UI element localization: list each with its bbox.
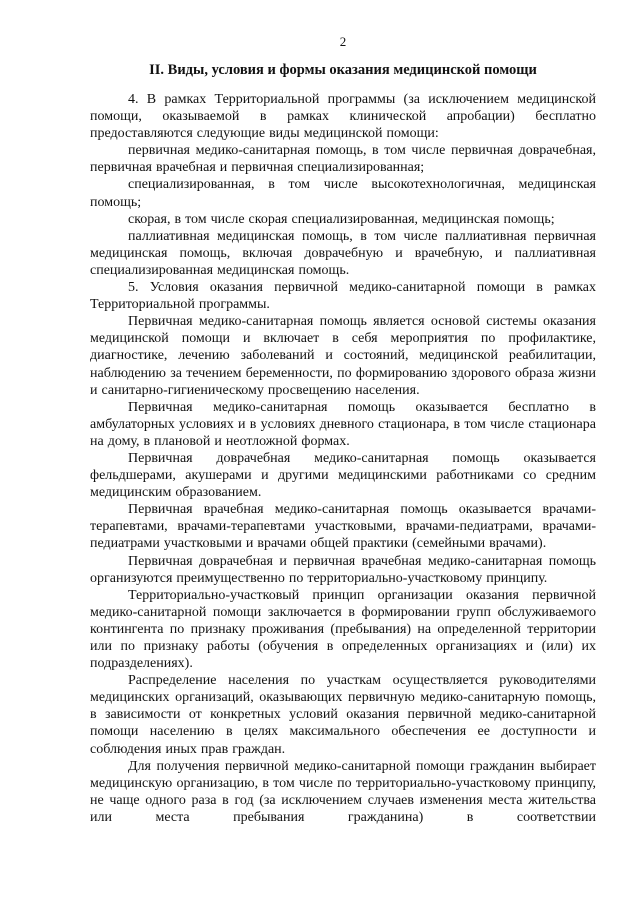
page-number: 2 bbox=[339, 34, 347, 49]
paragraph-primary-care-basis: Первичная медико-санитарная помощь является основой системы оказания медицинской помощи и включает в себя мероприятия по профилактике, диагностике, лечению заболеваний и состояний, медицинской реабилитации, наблюдению за течением беременности, по формированию здорового образа жизни и санитарно-гигиеническому просвещению населения. bbox=[90, 314, 596, 398]
list-item-emergency-care: скорая, в том числе скорая специализированная, медицинская помощь; bbox=[128, 211, 555, 227]
list-item-primary-care: первичная медико-санитарная помощь, в том числе первичная доврачебная, первичная врачебная и первичная специализированная; bbox=[90, 143, 596, 176]
paragraph-4-intro: 4. В рамках Территориальной программы (за исключением медицинской помощи, оказываемой в рамках клинической апробации) бесплатно предоставляются следующие виды медицинской помощи: bbox=[90, 92, 596, 142]
section-title: II. Виды, условия и формы оказания медицинской помощи bbox=[149, 62, 537, 78]
paragraph-population-distribution: Распределение населения по участкам осуществляется руководителями медицинских организаций, оказывающих первичную медико-санитарную помощь, в зависимости от конкретных условий оказания первичной медико-санитарной помощи населению в целях максимального обеспечения ее доступности и соблюдения иных прав граждан. bbox=[90, 673, 596, 757]
list-item-specialized-care: специализированная, в том числе высокотехнологичная, медицинская помощь; bbox=[90, 177, 596, 210]
list-item-palliative-care: паллиативная медицинская помощь, в том числе паллиативная первичная медицинская помощь, включая доврачебную и врачебную, и паллиативная специализированная медицинская помощь. bbox=[90, 228, 596, 278]
paragraph-physician-care: Первичная врачебная медико-санитарная помощь оказывается врачами-терапевтами, врачами-терапевтами участковыми, врачами-педиатрами, врачами-педиатрами участковыми и врачами общей практики (семейными врачами). bbox=[90, 502, 596, 552]
paragraph-territorial-principle: Территориально-участковый принцип организации оказания первичной медико-санитарной помощи заключается в формировании групп обслуживаемого контингента по признаку проживания (пребывания) на определенной территории или по признаку работы (обучения в определенных организациях и (или) их подразделениях). bbox=[90, 587, 596, 672]
paragraph-choice-of-organization: Для получения первичной медико-санитарной помощи гражданин выбирает медицинскую организацию, в том числе по территориально-участковому принципу, не чаще одного раза в год (за исключением случаев изменения места жительства или места пребывания гражданина) в соответствии bbox=[90, 758, 596, 825]
paragraph-pre-physician-care: Первичная доврачебная медико-санитарная помощь оказывается фельдшерами, акушерами и другими медицинскими работниками со средним медицинским образованием. bbox=[90, 450, 596, 501]
paragraph-territorial-organization: Первичная доврачебная и первичная врачебная медико-санитарная помощь организуются преимущественно по территориально-участковому принципу. bbox=[90, 553, 596, 586]
paragraph-5-heading: 5. Условия оказания первичной медико-санитарной помощи в рамках Территориальной программы. bbox=[90, 280, 596, 313]
paragraph-primary-care-conditions: Первичная медико-санитарная помощь оказывается бесплатно в амбулаторных условиях и в условиях дневного стационара, в том числе стационара на дому, в плановой и неотложной формах. bbox=[90, 399, 596, 449]
